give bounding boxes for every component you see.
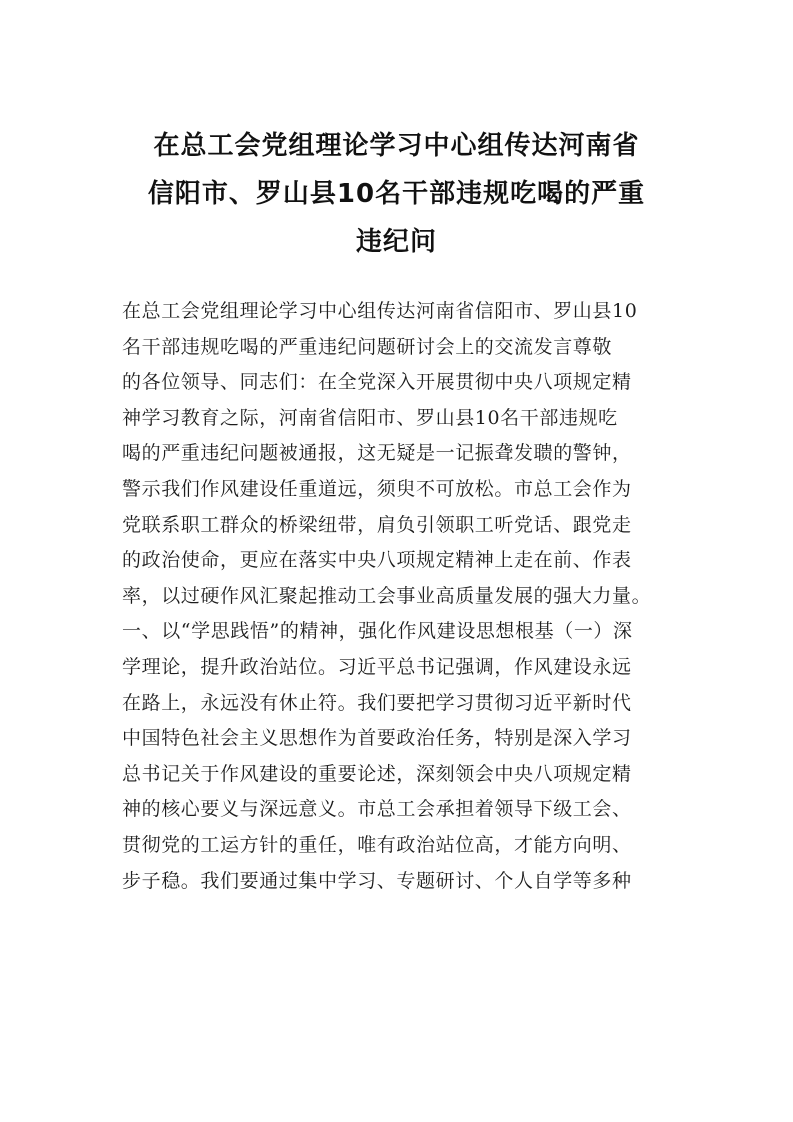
body-line: 的政治使命，更应在落实中央八项规定精神上走在前、作表: [122, 549, 632, 572]
body-line: 在总工会党组理论学习中心组传达河南省信阳市、罗山县10: [122, 300, 638, 322]
body-line: 率，以过硬作风汇聚起推动工会事业高质量发展的强大力量。: [122, 584, 652, 607]
body-line: 步子稳。我们要通过集中学习、专题研讨、个人自学等多种: [122, 869, 632, 892]
body-line: 一、以“学思践悟”的精神，强化作风建设思想根基（一）深: [122, 620, 633, 643]
body-line: 总书记关于作风建设的重要论述，深刻领会中央八项规定精: [122, 762, 632, 785]
body-line: 警示我们作风建设任重道远，须臾不可放松。市总工会作为: [122, 477, 632, 500]
title-line: 信阳市、罗山县10名干部违规吃喝的严重: [147, 179, 646, 209]
document-title: [110, 122, 683, 266]
body-line: 学理论，提升政治站位。习近平总书记强调，作风建设永远: [122, 655, 632, 678]
body-line: 党联系职工群众的桥梁纽带，肩负引领职工听党话、跟党走: [122, 513, 632, 536]
title-line: 在总工会党组理论学习中心组传达河南省: [153, 131, 640, 161]
body-line: 神的核心要义与深远意义。市总工会承担着领导下级工会、: [122, 798, 632, 821]
body-line: 名干部违规吃喝的严重违纪问题研讨会上的交流发言尊敬: [122, 335, 613, 358]
body-line: 中国特色社会主义思想作为首要政治任务，特别是深入学习: [122, 727, 632, 750]
body-line: 贯彻党的工运方针的重任，唯有政治站位高，才能方向明、: [122, 833, 632, 856]
body-line: 神学习教育之际，河南省信阳市、罗山县10名干部违规吃: [122, 406, 618, 429]
document-body: [122, 294, 692, 899]
body-line: 喝的严重违纪问题被通报，这无疑是一记振聋发聩的警钟，: [122, 442, 632, 465]
body-line: 的各位领导、同志们：在全党深入开展贯彻中央八项规定精: [122, 371, 632, 394]
title-line: 违纪问: [355, 227, 437, 257]
body-line: 在路上，永远没有休止符。我们要把学习贯彻习近平新时代: [122, 691, 632, 714]
